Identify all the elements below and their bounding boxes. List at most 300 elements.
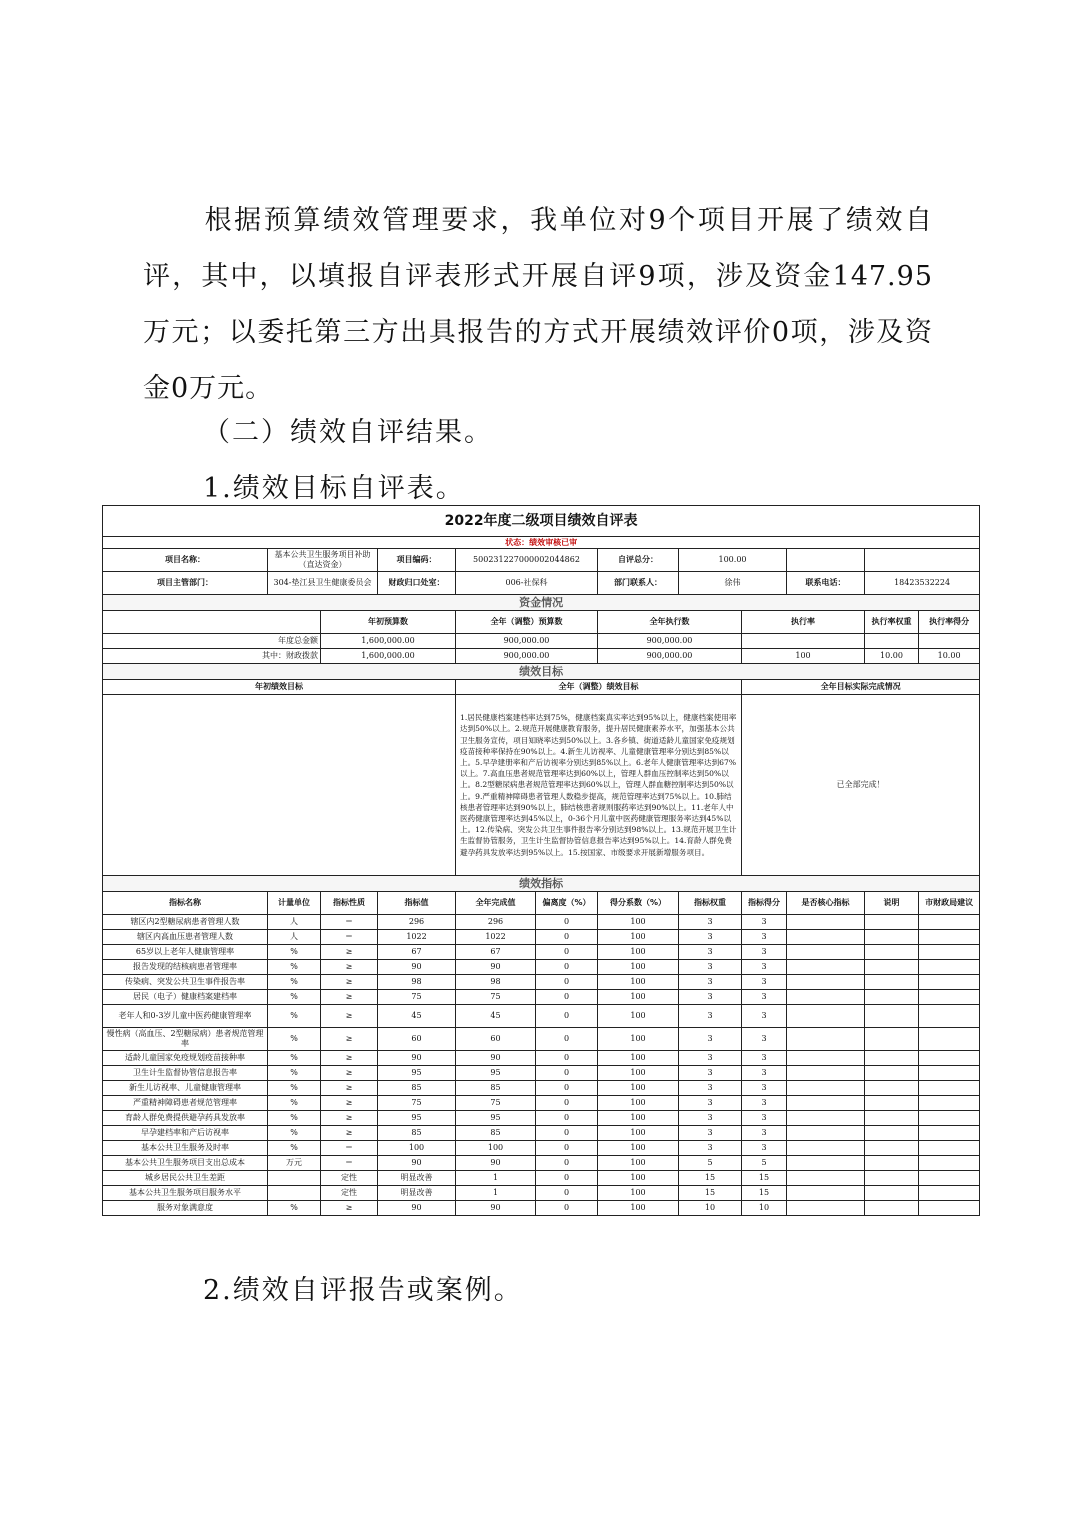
indicator-actual: 296	[456, 915, 536, 930]
indicator-score: 3	[742, 1081, 787, 1096]
table-row	[103, 1141, 980, 1156]
indicator-weight: 15	[679, 1186, 742, 1201]
funds-header: 全年（调整）预算数	[456, 611, 598, 634]
indicator-weight: 10	[679, 1201, 742, 1216]
indicator-core	[787, 975, 865, 990]
goals-adjusted-header: 全年（调整）绩效目标	[456, 680, 742, 695]
indicator-advice	[919, 1156, 980, 1171]
indicator-dev: 0	[536, 945, 598, 960]
funds-executed: 900,000.00	[598, 634, 742, 649]
indicator-weight: 3	[679, 1028, 742, 1051]
indicator-name: 基本公共卫生服务项目服务水平	[103, 1186, 268, 1201]
indicator-weight: 3	[679, 1051, 742, 1066]
indicator-note	[865, 1005, 919, 1028]
indicator-weight: 3	[679, 990, 742, 1005]
indicator-name: 传染病、突发公共卫生事件报告率	[103, 975, 268, 990]
indicator-nature: ≥	[321, 1005, 378, 1028]
project-name: 基本公共卫生服务项目补助（直达资金）	[268, 549, 378, 572]
indicator-score: 3	[742, 1126, 787, 1141]
indicator-score: 10	[742, 1201, 787, 1216]
project-name-label: 项目名称：	[103, 549, 268, 572]
indicator-advice	[919, 1066, 980, 1081]
table-row	[103, 915, 980, 930]
indicator-name: 居民（电子）健康档案建档率	[103, 990, 268, 1005]
goals-initial-header: 年初绩效目标	[103, 680, 456, 695]
indicator-advice	[919, 1111, 980, 1126]
indicator-core	[787, 1111, 865, 1126]
funds-weight: 10.00	[865, 649, 919, 664]
indicator-actual: 90	[456, 1051, 536, 1066]
indicator-note	[865, 1156, 919, 1171]
indicator-unit: %	[268, 1028, 321, 1051]
indicator-nature: ≥	[321, 1111, 378, 1126]
indicator-unit: 万元	[268, 1156, 321, 1171]
indicator-target: 1022	[378, 930, 456, 945]
funds-adjusted: 900,000.00	[456, 634, 598, 649]
phone: 18423532224	[865, 572, 980, 595]
goals-actual-header: 全年目标实际完成情况	[742, 680, 980, 695]
indicator-dev: 0	[536, 975, 598, 990]
indicator-score: 15	[742, 1171, 787, 1186]
indicator-target: 95	[378, 1066, 456, 1081]
indicator-dev: 0	[536, 1126, 598, 1141]
indicator-note	[865, 1111, 919, 1126]
indicators-section-title: 绩效指标	[103, 876, 980, 892]
indicator-dev: 0	[536, 1186, 598, 1201]
funds-score	[919, 634, 980, 649]
indicator-unit: %	[268, 1005, 321, 1028]
indicator-name: 报告发现的结核病患者管理率	[103, 960, 268, 975]
indicator-target: 75	[378, 1096, 456, 1111]
indicator-actual: 1022	[456, 930, 536, 945]
indicator-unit	[268, 1171, 321, 1186]
indicator-core	[787, 990, 865, 1005]
indicator-actual: 85	[456, 1081, 536, 1096]
indicator-coef: 100	[598, 1005, 679, 1028]
table-row	[103, 990, 980, 1005]
indicator-advice	[919, 1028, 980, 1051]
indicator-coef: 100	[598, 915, 679, 930]
indicator-target: 98	[378, 975, 456, 990]
goals-initial-text	[103, 695, 456, 876]
indicator-dev: 0	[536, 1156, 598, 1171]
indicator-core	[787, 930, 865, 945]
funds-score: 10.00	[919, 649, 980, 664]
indicator-core	[787, 915, 865, 930]
indicator-target: 85	[378, 1081, 456, 1096]
indicator-unit: %	[268, 1141, 321, 1156]
indicator-unit: %	[268, 1111, 321, 1126]
sub-heading-2: 2.绩效自评报告或案例。	[203, 1275, 523, 1306]
indicator-advice	[919, 960, 980, 975]
indicator-score: 3	[742, 1066, 787, 1081]
table-row	[103, 1156, 980, 1171]
indicator-target: 90	[378, 1201, 456, 1216]
indicator-advice	[919, 1141, 980, 1156]
indicator-nature: ＝	[321, 915, 378, 930]
indicator-actual: 90	[456, 1156, 536, 1171]
table-row	[103, 1126, 980, 1141]
indicator-dev: 0	[536, 915, 598, 930]
indicator-coef: 100	[598, 1111, 679, 1126]
indicator-name: 服务对象满意度	[103, 1201, 268, 1216]
indicator-coef: 100	[598, 1096, 679, 1111]
indicator-advice	[919, 1171, 980, 1186]
indicator-coef: 100	[598, 1028, 679, 1051]
phone-label: 联系电话：	[787, 572, 865, 595]
indicator-note	[865, 1096, 919, 1111]
indicator-unit: %	[268, 1066, 321, 1081]
indicator-nature: ≥	[321, 1066, 378, 1081]
indicator-coef: 100	[598, 945, 679, 960]
indicator-core	[787, 960, 865, 975]
contact: 徐伟	[679, 572, 787, 595]
indicator-nature: ≥	[321, 1051, 378, 1066]
indicator-weight: 15	[679, 1171, 742, 1186]
indicator-core	[787, 1171, 865, 1186]
indicator-dev: 0	[536, 1171, 598, 1186]
indicator-advice	[919, 990, 980, 1005]
indicator-note	[865, 945, 919, 960]
funds-header: 全年执行数	[598, 611, 742, 634]
indicator-name: 老年人和0-3岁儿童中医药健康管理率	[103, 1005, 268, 1028]
sub-heading-1: 1.绩效目标自评表。	[203, 473, 465, 504]
indicator-note	[865, 1126, 919, 1141]
indicator-score: 3	[742, 930, 787, 945]
indicator-actual: 90	[456, 960, 536, 975]
indicator-unit: 人	[268, 930, 321, 945]
indicator-score: 3	[742, 1096, 787, 1111]
indicator-weight: 5	[679, 1156, 742, 1171]
project-code: 500231227000002044862	[456, 549, 598, 572]
table-row	[103, 975, 980, 990]
indicator-name: 基本公共卫生服务及时率	[103, 1141, 268, 1156]
indicator-actual: 75	[456, 990, 536, 1005]
funds-header: 执行率得分	[919, 611, 980, 634]
indicator-nature: ≥	[321, 1126, 378, 1141]
indicator-dev: 0	[536, 1081, 598, 1096]
indicator-unit: %	[268, 1201, 321, 1216]
indicator-advice	[919, 930, 980, 945]
indicator-dev: 0	[536, 1096, 598, 1111]
indicator-target: 90	[378, 1156, 456, 1171]
indicator-weight: 3	[679, 1066, 742, 1081]
indicator-note	[865, 960, 919, 975]
indicator-dev: 0	[536, 1201, 598, 1216]
indicator-core	[787, 1201, 865, 1216]
indicator-weight: 3	[679, 1005, 742, 1028]
indicator-score: 3	[742, 960, 787, 975]
indicator-coef: 100	[598, 1201, 679, 1216]
indicator-coef: 100	[598, 930, 679, 945]
table-row	[103, 1005, 980, 1028]
indicator-advice	[919, 945, 980, 960]
office: 006-社保科	[456, 572, 598, 595]
funds-row	[103, 634, 980, 649]
indicator-nature: ≥	[321, 975, 378, 990]
table-row	[103, 1171, 980, 1186]
indicator-target: 75	[378, 990, 456, 1005]
indicator-nature: ≥	[321, 990, 378, 1005]
indicator-score: 3	[742, 1111, 787, 1126]
indicator-coef: 100	[598, 975, 679, 990]
indicator-note	[865, 1081, 919, 1096]
indicator-score: 3	[742, 975, 787, 990]
indicator-weight: 3	[679, 1141, 742, 1156]
indicator-nature: 定性	[321, 1186, 378, 1201]
indicator-note	[865, 990, 919, 1005]
table-row	[103, 1111, 980, 1126]
indicator-target: 296	[378, 915, 456, 930]
indicator-score: 3	[742, 1005, 787, 1028]
indicator-unit: %	[268, 1096, 321, 1111]
table-row	[103, 1201, 980, 1216]
indicator-header: 指标得分	[742, 892, 787, 915]
indicator-nature: ＝	[321, 1156, 378, 1171]
indicator-target: 100	[378, 1141, 456, 1156]
indicator-unit: %	[268, 945, 321, 960]
funds-row-label: 年度总金额	[103, 634, 321, 649]
indicator-target: 90	[378, 960, 456, 975]
dept-label: 项目主管部门：	[103, 572, 268, 595]
indicator-header: 全年完成值	[456, 892, 536, 915]
indicator-name: 辖区内高血压患者管理人数	[103, 930, 268, 945]
indicator-actual: 75	[456, 1096, 536, 1111]
indicator-advice	[919, 1051, 980, 1066]
indicator-actual: 98	[456, 975, 536, 990]
indicator-name: 早孕建档率和产后访视率	[103, 1126, 268, 1141]
indicator-header: 计量单位	[268, 892, 321, 915]
indicator-nature: ≥	[321, 1028, 378, 1051]
indicator-coef: 100	[598, 960, 679, 975]
indicator-name: 新生儿访视率、儿童健康管理率	[103, 1081, 268, 1096]
indicator-actual: 60	[456, 1028, 536, 1051]
indicator-coef: 100	[598, 1141, 679, 1156]
indicator-name: 育龄人群免费提供避孕药具发放率	[103, 1111, 268, 1126]
indicator-name: 卫生计生监督协管信息报告率	[103, 1066, 268, 1081]
table-row	[103, 930, 980, 945]
indicator-note	[865, 1171, 919, 1186]
indicator-coef: 100	[598, 1126, 679, 1141]
indicator-core	[787, 1156, 865, 1171]
funds-header: 年初预算数	[321, 611, 456, 634]
indicator-weight: 3	[679, 930, 742, 945]
indicator-advice	[919, 1186, 980, 1201]
indicator-core	[787, 1066, 865, 1081]
contact-label: 部门联系人：	[598, 572, 679, 595]
indicator-weight: 3	[679, 945, 742, 960]
indicator-advice	[919, 915, 980, 930]
indicator-coef: 100	[598, 1186, 679, 1201]
funds-header: 执行率	[742, 611, 865, 634]
indicator-name: 辖区内2型糖尿病患者管理人数	[103, 915, 268, 930]
indicator-core	[787, 1096, 865, 1111]
indicator-weight: 3	[679, 1081, 742, 1096]
indicator-unit: 人	[268, 915, 321, 930]
indicator-score: 3	[742, 945, 787, 960]
indicator-actual: 85	[456, 1126, 536, 1141]
funds-row	[103, 649, 980, 664]
table-row	[103, 1081, 980, 1096]
indicator-score: 3	[742, 1141, 787, 1156]
indicator-advice	[919, 1081, 980, 1096]
indicator-header: 偏离度（%）	[536, 892, 598, 915]
indicator-unit: %	[268, 990, 321, 1005]
goals-adjusted-text: 1.居民健康档案建档率达到75%，健康档案真实率达到95%以上，健康档案使用率达到50%以上。2.规范开展健康教育服务，提升居民健康素养水平，加强基本公共卫生服务宣传，项目知晓率达到50%以上。3.各乡镇、街道适龄儿童国家免疫规划疫苗接种率保持在90%以上。4.新生儿访视率、儿童健康管理率分别达到85%以上。5.早孕建册率和产后访视率分别达到85%以上。6.老年人健康管理率达到67%以上。7.高血压患者规范管理率达到60%以上，管理人群血压控制率达到50%以上。8.2型糖尿病患者规范管理率达到60%以上，管理人群血糖控制率达到50%以上。9.严重精神障碍患者管理人数稳步提高，规范管理率达到75%以上。10.肺结核患者管理率达到90%以上，肺结核患者规则服药率达到90%以上。11.老年人中医药健康管理率达到45%以上，0-36个月儿童中医药健康管理服务率达到45%以上。12.传染病、突发公共卫生事件报告率分别达到98%以上。13.规范开展卫生计生监督协管服务，卫生计生监督协管信息报告率达到95%以上。14.育龄人群免费避孕药具发放率达到95%以上。15.按国家、市级要求开展新增服务项目。	[456, 695, 742, 876]
indicator-target: 90	[378, 1051, 456, 1066]
funds-adjusted: 900,000.00	[456, 649, 598, 664]
indicator-core	[787, 1186, 865, 1201]
funds-weight	[865, 634, 919, 649]
indicator-note	[865, 915, 919, 930]
indicator-actual: 1	[456, 1186, 536, 1201]
indicator-dev: 0	[536, 1141, 598, 1156]
indicator-core	[787, 1005, 865, 1028]
indicator-nature: ≥	[321, 960, 378, 975]
funds-section-title: 资金情况	[103, 595, 980, 611]
indicator-note	[865, 1028, 919, 1051]
indicator-weight: 3	[679, 960, 742, 975]
indicator-note	[865, 1066, 919, 1081]
office-label: 财政归口处室：	[378, 572, 456, 595]
indicator-unit: %	[268, 975, 321, 990]
indicator-header: 市财政局建议	[919, 892, 980, 915]
indicator-actual: 95	[456, 1111, 536, 1126]
indicator-header: 指标值	[378, 892, 456, 915]
indicator-dev: 0	[536, 930, 598, 945]
indicator-actual: 95	[456, 1066, 536, 1081]
indicator-coef: 100	[598, 1051, 679, 1066]
indicator-nature: ≥	[321, 1081, 378, 1096]
indicator-dev: 0	[536, 1028, 598, 1051]
indicator-note	[865, 930, 919, 945]
goals-section-title: 绩效目标	[103, 664, 980, 680]
indicator-weight: 3	[679, 1096, 742, 1111]
section-heading: （二）绩效自评结果。	[203, 417, 493, 448]
self-score: 100.00	[679, 549, 787, 572]
indicator-target: 95	[378, 1111, 456, 1126]
indicator-coef: 100	[598, 990, 679, 1005]
indicator-header: 得分系数（%）	[598, 892, 679, 915]
goals-actual-text: 已全部完成！	[742, 695, 980, 876]
indicator-name: 适龄儿童国家免疫规划疫苗接种率	[103, 1051, 268, 1066]
indicator-weight: 3	[679, 915, 742, 930]
self-evaluation-table	[102, 505, 980, 1216]
indicator-header: 指标性质	[321, 892, 378, 915]
indicator-weight: 3	[679, 1126, 742, 1141]
indicator-unit: %	[268, 960, 321, 975]
indicator-header: 说明	[865, 892, 919, 915]
status-badge: 状态：绩效审核已审	[103, 537, 980, 549]
indicator-score: 3	[742, 990, 787, 1005]
indicator-target: 60	[378, 1028, 456, 1051]
indicator-target: 45	[378, 1005, 456, 1028]
indicator-target: 85	[378, 1126, 456, 1141]
indicator-name: 城乡居民公共卫生差距	[103, 1171, 268, 1186]
funds-budget: 1,600,000.00	[321, 634, 456, 649]
dept: 304-垫江县卫生健康委员会	[268, 572, 378, 595]
indicator-nature: ≥	[321, 1096, 378, 1111]
funds-row-label: 其中：财政拨款	[103, 649, 321, 664]
indicator-advice	[919, 1096, 980, 1111]
indicator-nature: ≥	[321, 945, 378, 960]
indicator-header: 指标权重	[679, 892, 742, 915]
table-row	[103, 1051, 980, 1066]
indicator-dev: 0	[536, 1111, 598, 1126]
indicator-actual: 90	[456, 1201, 536, 1216]
indicator-advice	[919, 1201, 980, 1216]
indicator-advice	[919, 1126, 980, 1141]
indicator-dev: 0	[536, 1005, 598, 1028]
indicator-unit: %	[268, 1081, 321, 1096]
indicator-core	[787, 1051, 865, 1066]
indicator-note	[865, 975, 919, 990]
intro-paragraph: 根据预算绩效管理要求，我单位对9个项目开展了绩效自评，其中，以填报自评表形式开展自评9项，涉及资金147.95万元；以委托第三方出具报告的方式开展绩效评价0项，涉及资金0万元。	[143, 205, 933, 404]
indicator-dev: 0	[536, 1051, 598, 1066]
indicator-note	[865, 1141, 919, 1156]
indicator-name: 基本公共卫生服务项目支出总成本	[103, 1156, 268, 1171]
funds-header: 执行率权重	[865, 611, 919, 634]
indicator-name: 严重精神障碍患者规范管理率	[103, 1096, 268, 1111]
indicator-note	[865, 1201, 919, 1216]
funds-budget: 1,600,000.00	[321, 649, 456, 664]
table-row	[103, 1028, 980, 1051]
indicator-core	[787, 1081, 865, 1096]
funds-rate	[742, 634, 865, 649]
indicator-actual: 45	[456, 1005, 536, 1028]
indicator-advice	[919, 1005, 980, 1028]
indicator-name: 65岁以上老年人健康管理率	[103, 945, 268, 960]
indicator-score: 5	[742, 1156, 787, 1171]
indicator-target: 67	[378, 945, 456, 960]
table-row	[103, 945, 980, 960]
project-code-label: 项目编码：	[378, 549, 456, 572]
indicator-dev: 0	[536, 1066, 598, 1081]
indicator-nature: ＝	[321, 930, 378, 945]
indicator-score: 3	[742, 1028, 787, 1051]
indicator-advice	[919, 975, 980, 990]
indicator-weight: 3	[679, 975, 742, 990]
indicator-weight: 3	[679, 1111, 742, 1126]
indicator-unit: %	[268, 1051, 321, 1066]
indicator-coef: 100	[598, 1066, 679, 1081]
funds-executed: 900,000.00	[598, 649, 742, 664]
indicator-coef: 100	[598, 1171, 679, 1186]
indicator-score: 3	[742, 1051, 787, 1066]
table-row	[103, 1066, 980, 1081]
indicator-nature: ≥	[321, 1201, 378, 1216]
indicator-name: 慢性病（高血压、2型糖尿病）患者规范管理率	[103, 1028, 268, 1051]
indicator-target: 明显改善	[378, 1171, 456, 1186]
indicator-coef: 100	[598, 1081, 679, 1096]
indicator-score: 3	[742, 915, 787, 930]
indicator-note	[865, 1186, 919, 1201]
table-row	[103, 1096, 980, 1111]
indicator-header: 是否核心指标	[787, 892, 865, 915]
indicator-actual: 1	[456, 1171, 536, 1186]
indicator-unit	[268, 1186, 321, 1201]
indicator-dev: 0	[536, 990, 598, 1005]
indicator-nature: ＝	[321, 1141, 378, 1156]
indicator-core	[787, 1028, 865, 1051]
self-score-label: 自评总分：	[598, 549, 679, 572]
indicator-dev: 0	[536, 960, 598, 975]
indicator-actual: 67	[456, 945, 536, 960]
indicator-actual: 100	[456, 1141, 536, 1156]
indicator-core	[787, 945, 865, 960]
indicator-core	[787, 1126, 865, 1141]
indicator-header: 指标名称	[103, 892, 268, 915]
